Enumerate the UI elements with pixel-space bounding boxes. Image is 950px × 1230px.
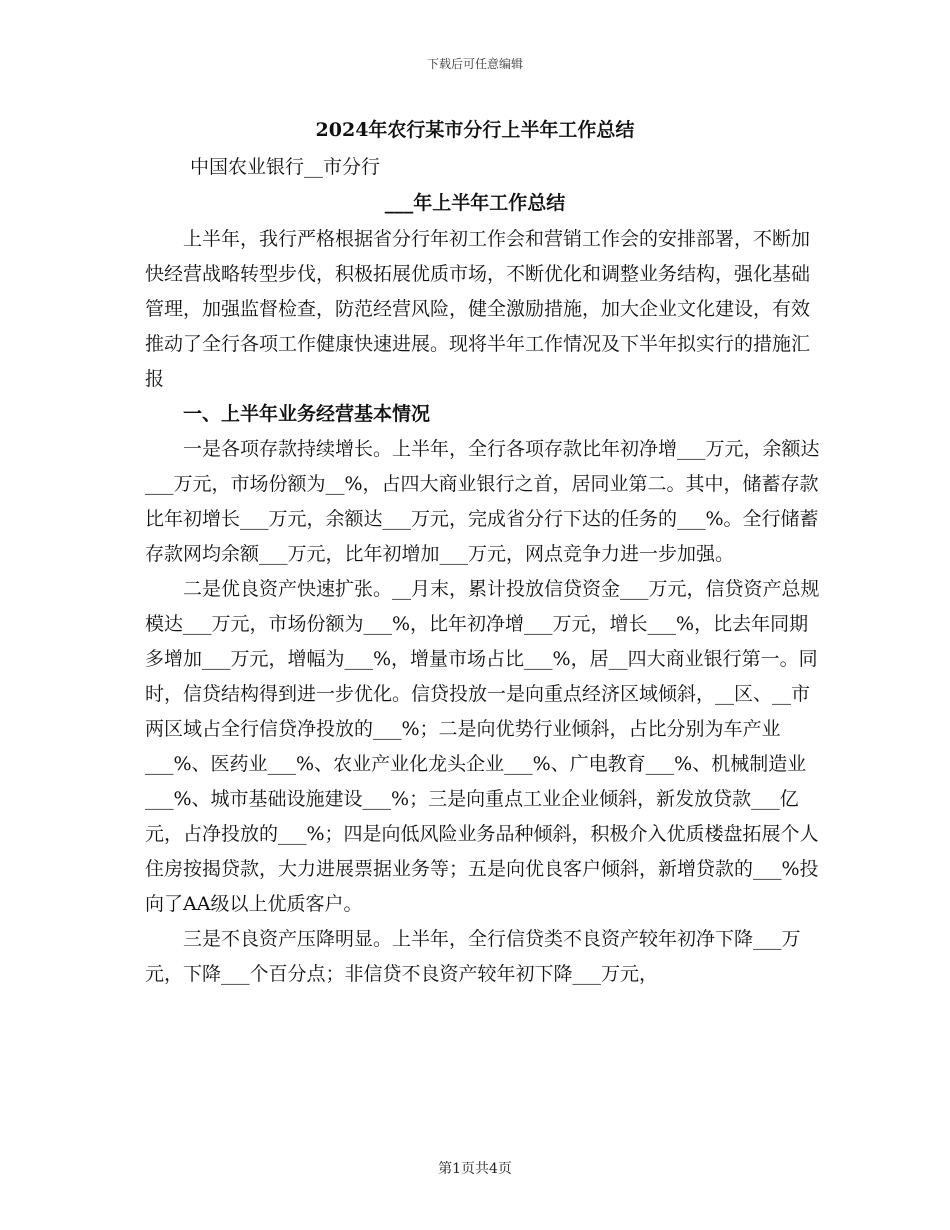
section-heading: 一、上半年业务经营基本情况 bbox=[183, 403, 431, 425]
deposit-paragraph: 一是各项存款持续增长。上半年，全行各项存款比年初净增___万元，余额达___万元，市场份额为__%，占四大商业银行之首，居同业第二。其中，储蓄存款比年初增长___万元，余额达___万元，完成省分行下达的任务的___%。全行储蓄存款网均余额___万元，比年初增加___万元，网点竞争力进一步加强。 bbox=[145, 438, 820, 565]
document-body bbox=[145, 222, 825, 992]
nonperforming-paragraph: 三是不良资产压降明显。上半年，全行信贷类不良资产较年初净下降___万元，下降___个百分点；非信贷不良资产较年初下降___万元， bbox=[145, 928, 801, 985]
intro-paragraph: 上半年，我行严格根据省分行年初工作会和营销工作会的安排部署，不断加快经营战略转型步伐，积极拓展优质市场，不断优化和调整业务结构，强化基础管理，加强监督检查，防范经营风险，健全激励措施，加大企业文化建设，有效推动了全行各项工作健康快速进展。现将半年工作情况及下半年拟实行的措施汇报 bbox=[145, 228, 811, 390]
asset-paragraph: 二是优良资产快速扩张。__月末，累计投放信贷资金___万元，信贷资产总规模达___万元，市场份额为___%，比年初净增___万元，增长___%，比去年同期多增加___万元，增幅为___%，增量市场占比___%，居__四大商业银行第一。同时，信贷结构得到进一步优化。信贷投放一是向重点经济区域倾斜，__区、__市两区域占全行信贷净投放的___%；二是向优势行业倾斜，占比分别为车产业___%、医药业___%、农业产业化龙头企业___%、广电教育___%、机械制造业___%、城市基础设施建设___%；三是向重点工业企业倾斜，新发放贷款___亿元，占净投放的___%；四是向低风险业务品种倾斜，积极介入优质楼盘拓展个人住房按揭贷款，大力进展票据业务等；五是向优良客户倾斜，新增贷款的___%投向了AA级以上优质客户。 bbox=[145, 578, 820, 915]
header-note: 下载后可任意编辑 bbox=[426, 57, 523, 71]
document-subtitle: ___年上半年工作总结 bbox=[384, 192, 566, 214]
organization-line: 中国农业银行__市分行 bbox=[190, 156, 381, 178]
document-title: 2024年农行某市分行上半年工作总结 bbox=[315, 119, 635, 141]
page-number: 第1页共4页 bbox=[438, 1161, 512, 1177]
